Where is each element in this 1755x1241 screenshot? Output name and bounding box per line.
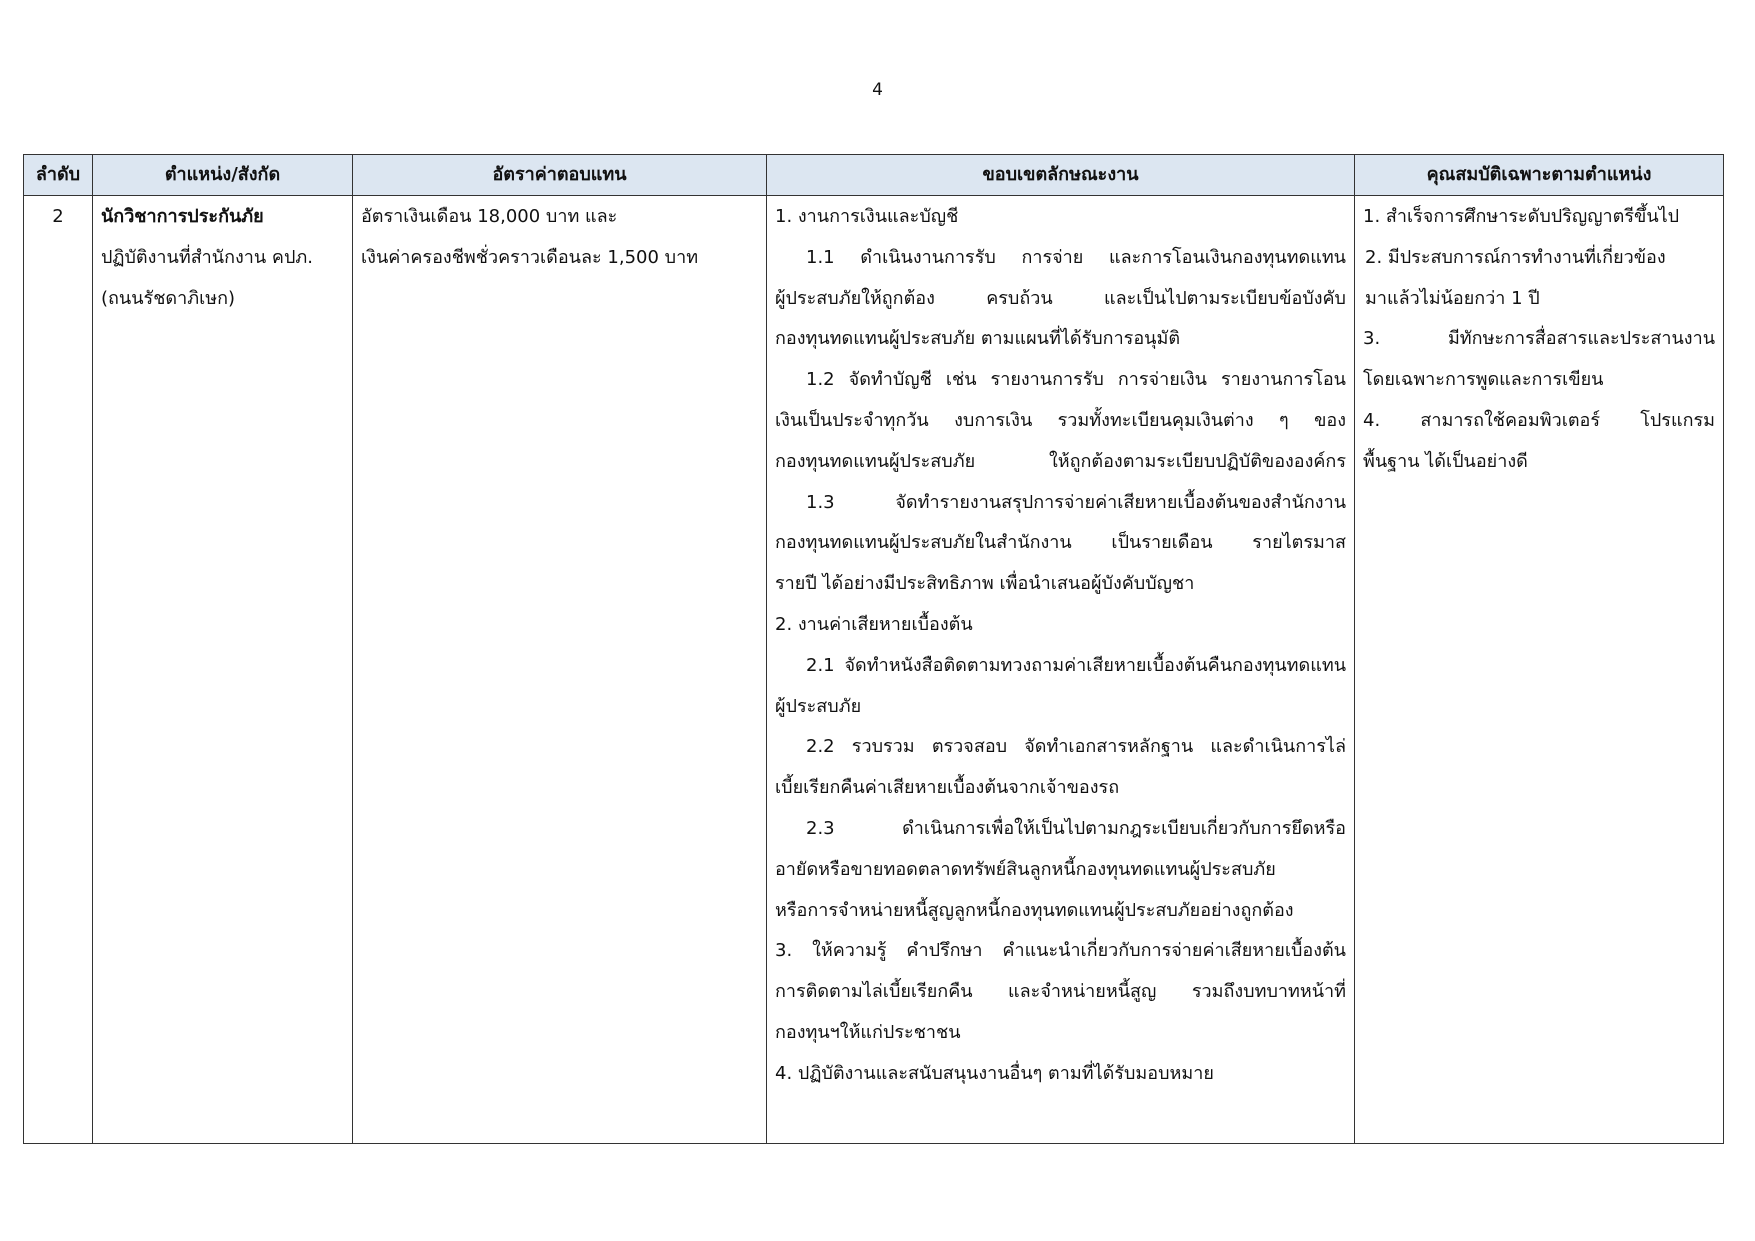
position-line: (ถนนรัชดาภิเษก) bbox=[101, 287, 236, 309]
scope-heading: 4. ปฏิบัติงานและสนับสนุนงานอื่นๆ ตามที่ได้รับมอบหมาย bbox=[775, 1062, 1214, 1084]
scope-heading: 1. งานการเงินและบัญชี bbox=[775, 206, 959, 227]
scope-line: 1.1 ดำเนินงานการรับ การจ่าย และการโอนเงินกองทุนทดแทน bbox=[806, 246, 1346, 268]
qualification-line: 4. สามารถใช้คอมพิวเตอร์ โปรแกรม bbox=[1363, 409, 1715, 431]
header-position: ตำแหน่ง/สังกัด bbox=[93, 155, 353, 196]
scope-line: กองทุนทดแทนผู้ประสบภัย ตามแผนที่ได้รับการอนุมัติ bbox=[775, 328, 1181, 350]
cell-compensation bbox=[353, 196, 767, 1144]
cell-qualifications bbox=[1355, 196, 1724, 1144]
scope-heading: 2. งานค่าเสียหายเบื้องต้น bbox=[775, 613, 973, 635]
scope-line: กองทุนฯให้แก่ประชาชน bbox=[775, 1021, 961, 1043]
header-scope: ขอบเขตลักษณะงาน bbox=[767, 155, 1355, 196]
position-line: ปฏิบัติงานที่สำนักงาน คปภ. bbox=[101, 246, 313, 268]
header-seq: ลำดับ bbox=[24, 155, 93, 196]
cell-position bbox=[93, 196, 353, 1144]
scope-line: การติดตามไล่เบี้ยเรียกคืน และจำหน่ายหนี้สูญ รวมถึงบทบาทหน้าที่ bbox=[775, 981, 1346, 1003]
scope-line: หรือการจำหน่ายหนี้สูญลูกหนี้กองทุนทดแทนผู้ประสบภัยอย่างถูกต้อง bbox=[775, 899, 1294, 921]
scope-line: เบี้ยเรียกคืนค่าเสียหายเบื้องต้นจากเจ้าของรถ bbox=[775, 777, 1120, 799]
header-qualifications: คุณสมบัติเฉพาะตามตำแหน่ง bbox=[1355, 155, 1724, 196]
scope-line: กองทุนทดแทนผู้ประสบภัย ให้ถูกต้องตามระเบียบปฏิบัติขององค์กร bbox=[775, 450, 1346, 472]
table-row bbox=[24, 196, 1724, 1144]
scope-line: 2.1 จัดทำหนังสือติดตามทวงถามค่าเสียหายเบื้องต้นคืนกองทุนทดแทน bbox=[806, 654, 1346, 676]
scope-line: 2.3 ดำเนินการเพื่อให้เป็นไปตามกฎระเบียบเกี่ยวกับการยึดหรือ bbox=[806, 817, 1346, 839]
compensation-line: เงินค่าครองชีพชั่วคราวเดือนละ 1,500 บาท bbox=[361, 246, 699, 268]
compensation-line: อัตราเงินเดือน 18,000 บาท และ bbox=[361, 206, 618, 227]
scope-line: ผู้ประสบภัย bbox=[775, 695, 862, 717]
scope-line: เงินเป็นประจำทุกวัน งบการเงิน รวมทั้งทะเบียนคุมเงินต่าง ๆ ของ bbox=[775, 409, 1346, 431]
qualification-line: โดยเฉพาะการพูดและการเขียน bbox=[1363, 369, 1604, 391]
qualification-line: 2. มีประสบการณ์การทำงานที่เกี่ยวข้อง bbox=[1365, 246, 1666, 268]
job-spec-table bbox=[23, 154, 1724, 1144]
scope-line: 1.3 จัดทำรายงานสรุปการจ่ายค่าเสียหายเบื้องต้นของสำนักงาน bbox=[806, 491, 1346, 513]
scope-line: 2.2 รวบรวม ตรวจสอบ จัดทำเอกสารหลักฐาน และดำเนินการไล่ bbox=[806, 736, 1346, 758]
qualification-line: 3. มีทักษะการสื่อสารและประสานงาน bbox=[1363, 328, 1715, 350]
position-title: นักวิชาการประกันภัย bbox=[101, 206, 264, 227]
scope-heading: 3. ให้ความรู้ คำปรึกษา คำแนะนำเกี่ยวกับการจ่ายค่าเสียหายเบื้องต้น bbox=[775, 940, 1346, 962]
scope-line: อายัดหรือขายทอดตลาดทรัพย์สินลูกหนี้กองทุนทดแทนผู้ประสบภัย bbox=[775, 858, 1276, 880]
scope-line: รายปี ได้อย่างมีประสิทธิภาพ เพื่อนำเสนอผู้บังคับบัญชา bbox=[775, 573, 1195, 595]
qualification-line: มาแล้วไม่น้อยกว่า 1 ปี bbox=[1365, 287, 1540, 309]
cell-seq: 2 bbox=[24, 196, 93, 1144]
qualification-line: 1. สำเร็จการศึกษาระดับปริญญาตรีขึ้นไป bbox=[1363, 206, 1680, 227]
scope-line: 1.2 จัดทำบัญชี เช่น รายงานการรับ การจ่ายเงิน รายงานการโอน bbox=[806, 369, 1346, 391]
scope-line: กองทุนทดแทนผู้ประสบภัยในสำนักงาน เป็นรายเดือน รายไตรมาส bbox=[775, 532, 1346, 554]
scope-line: ผู้ประสบภัยให้ถูกต้อง ครบถ้วน และเป็นไปตามระเบียบข้อบังคับ bbox=[775, 287, 1346, 309]
qualification-line: พื้นฐาน ได้เป็นอย่างดี bbox=[1363, 450, 1528, 472]
page-number: 4 bbox=[872, 80, 883, 100]
table-header-row bbox=[24, 155, 1724, 196]
cell-scope bbox=[767, 196, 1355, 1144]
header-compensation: อัตราค่าตอบแทน bbox=[353, 155, 767, 196]
